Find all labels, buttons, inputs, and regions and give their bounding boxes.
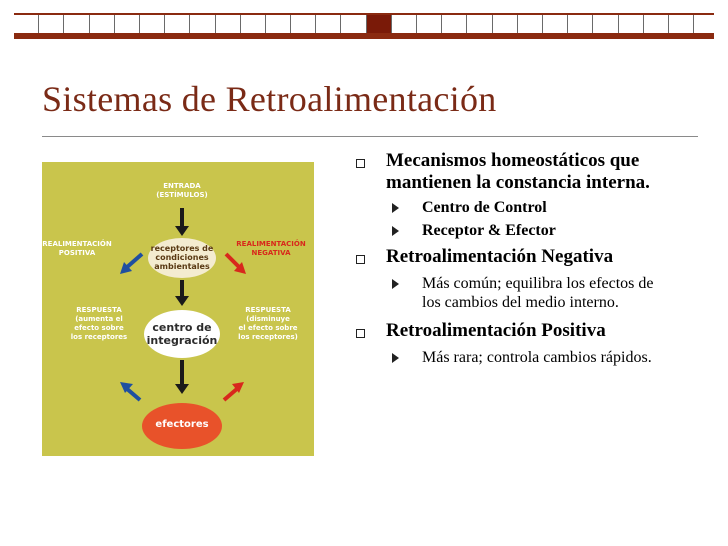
realimentacion-positiva-label: REALIMENTACIÓN POSITIVA (42, 240, 112, 257)
triangle-bullet-icon (392, 353, 399, 363)
banner-cell (164, 15, 189, 33)
title-divider (42, 136, 698, 137)
square-bullet-icon (356, 255, 365, 264)
sub-bullet-item (340, 274, 662, 312)
receptores-label: receptores de condiciones ambientales (150, 244, 214, 271)
feedback-diagram (42, 162, 314, 456)
top-banner (14, 13, 714, 39)
bullet-item (340, 320, 690, 342)
triangle-bullet-icon (392, 279, 399, 289)
efectores-label: efectores (155, 419, 209, 430)
square-bullet-icon (356, 159, 365, 168)
banner-cell (114, 15, 139, 33)
banner-cell (240, 15, 265, 33)
square-bullet-icon (356, 329, 365, 338)
bullet-item (340, 150, 690, 194)
bullet-list (340, 150, 690, 367)
bullet-text: Mecanismos homeostáticos que mantienen la constancia interna. (386, 150, 650, 193)
slide-title: Sistemas de Retroalimentación (42, 79, 497, 119)
banner-cell (215, 15, 240, 33)
banner-cell (492, 15, 517, 33)
banner-cell (567, 15, 592, 33)
sub-bullet-item (340, 221, 690, 240)
banner-cell (340, 15, 365, 33)
banner-cell (643, 15, 668, 33)
triangle-bullet-icon (392, 226, 399, 236)
banner-cell (668, 15, 693, 33)
sub-bullet-item (340, 348, 662, 367)
centro-label: centro de integración (146, 321, 218, 347)
banner-cell (14, 15, 38, 33)
banner-cell (416, 15, 441, 33)
banner-cell-dark (366, 15, 391, 33)
bullet-text: Retroalimentación Positiva (386, 320, 606, 341)
banner-cell (315, 15, 340, 33)
sub-bullet-text: Receptor & Efector (422, 222, 556, 239)
bullet-item (340, 246, 690, 268)
banner-cell (466, 15, 491, 33)
banner-cell (63, 15, 88, 33)
banner-cell (290, 15, 315, 33)
banner-cell (542, 15, 567, 33)
banner-cell (592, 15, 617, 33)
banner-cell (391, 15, 416, 33)
banner-cell (139, 15, 164, 33)
banner-cell (189, 15, 214, 33)
triangle-bullet-icon (392, 203, 399, 213)
sub-bullet-item (340, 198, 690, 217)
banner-cell (38, 15, 63, 33)
entrada-label: ENTRADA (ESTÍMULOS) (156, 182, 208, 199)
sub-bullet-text: Centro de Control (422, 199, 547, 216)
banner-cell (89, 15, 114, 33)
respuesta-aumenta-label: RESPUESTA (aumenta el efecto sobre los receptores (70, 306, 128, 341)
sub-bullet-text: Más común; equilibra los efectos de los cambios del medio interno. (422, 275, 654, 311)
banner-cell (618, 15, 643, 33)
banner-cell (517, 15, 542, 33)
bullet-text: Retroalimentación Negativa (386, 246, 614, 267)
banner-cell (265, 15, 290, 33)
respuesta-disminuye-label: RESPUESTA (disminuye el efecto sobre los receptores) (238, 306, 298, 341)
sub-bullet-text: Más rara; controla cambios rápidos. (422, 349, 652, 366)
banner-cell (693, 15, 714, 33)
realimentacion-negativa-label: REALIMENTACIÓN NEGATIVA (236, 240, 306, 257)
banner-cell (441, 15, 466, 33)
